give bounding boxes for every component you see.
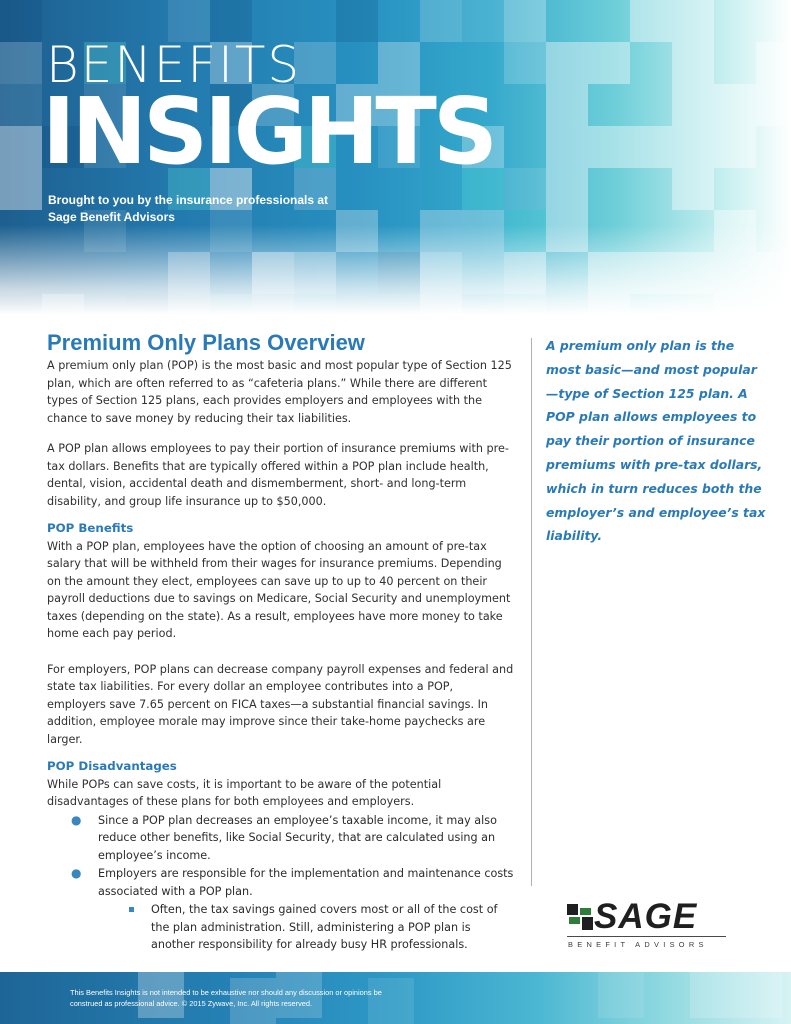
mosaic-tile: [714, 84, 756, 126]
mosaic-tile: [588, 42, 630, 84]
mosaic-tile: [672, 0, 714, 42]
footer-band: [0, 972, 791, 1024]
mosaic-tile: [672, 168, 714, 210]
mosaic-tile: [336, 0, 378, 42]
mosaic-tile: [420, 0, 462, 42]
pop-disadvantages-heading: POP Disadvantages: [47, 759, 177, 773]
mosaic-tile: [756, 42, 791, 84]
mosaic-tile: [546, 168, 588, 210]
bullet-dot-icon: ●: [71, 866, 82, 880]
mosaic-tile: [756, 84, 791, 126]
intro-paragraph-1: A premium only plan (POP) is the most basic and most popular type of Section 125 plan, which are often referred to as “cafeteria plans.” While there are different types of Section 125 plans, each provides employers and employees with the chance to save money by reducing their tax liabilities.: [47, 359, 512, 425]
mosaic-tile: [546, 126, 588, 168]
mosaic-tile: [672, 126, 714, 168]
sage-logo: [567, 897, 727, 952]
logo-subtitle: BENEFIT ADVISORS: [568, 940, 708, 949]
mosaic-tile: [0, 84, 42, 126]
column-divider: [531, 338, 532, 886]
footer-line-1: This Benefits Insights is not intended to be exhaustive nor should any discussion or opinions be: [70, 988, 382, 997]
mosaic-tile: [0, 0, 42, 42]
mosaic-tile: [546, 42, 588, 84]
benefits-paragraph-2: For employers, POP plans can decrease company payroll expenses and federal and state tax liabilities. For every dollar an employee contributes into a POP, employers save 7.65 percent on FICA taxes—a substantial financial savings. In addition, employee morale may improve since their take-home paychecks are larger.: [47, 662, 514, 746]
mosaic-tile: [672, 42, 714, 84]
logo-wordmark: SAGE: [594, 897, 698, 936]
intro-paragraph-2: A POP plan allows employees to pay their portion of insurance premiums with pre-tax dollars. Benefits that are typically offered within a POP plan include health, dental, vision, accidental death and dismemberment, short- and long-term disability, and group life insurance up to $50,000.: [47, 442, 509, 508]
mosaic-tile: [546, 84, 588, 126]
mosaic-tile: [504, 168, 546, 210]
mosaic-tile: [504, 42, 546, 84]
title-benefits: BENEFITS: [46, 36, 302, 94]
sub-list-item: Often, the tax savings gained covers most or all of the cost of the plan administration. Still, administering a POP plan is another responsibility for already busy HR professionals.: [129, 901, 515, 954]
disadvantages-list: [67, 812, 515, 954]
mosaic-tile: [630, 0, 672, 42]
mosaic-tile: [462, 0, 504, 42]
pop-benefits-heading: POP Benefits: [47, 521, 134, 535]
header-fade: [0, 225, 791, 315]
footer-line-2: construed as professional advice. © 2015 Zywave, Inc. All rights reserved.: [70, 998, 313, 1008]
main-column: [47, 330, 515, 954]
bullet-dot-icon: ●: [71, 812, 82, 827]
title-insights: INSIGHTS: [42, 78, 495, 185]
footer-disclaimer: [70, 988, 382, 1009]
brought-line-1: Brought to you by the insurance professionals at: [48, 193, 329, 207]
brought-to-you-text: [48, 192, 328, 226]
disadvantages-intro: While POPs can save costs, it is important to be aware of the potential disadvantages of these plans for both employees and employers.: [47, 777, 442, 808]
square-bullet-icon: [129, 907, 134, 912]
mosaic-tile: [630, 126, 672, 168]
mosaic-tile: [0, 42, 42, 84]
footer-mosaic-tile: [736, 972, 782, 1018]
benefits-paragraph-1: With a POP plan, employees have the option of choosing an amount of pre-tax salary that will be withheld from their wages for insurance premiums. Depending on the amount they elect, employees can save up to up to 40 percent on their payroll deductions due to savings on Medicare, Social Security and unemployment taxes (depending on the state). As a result, employees have more money to take home each pay period.: [47, 539, 511, 640]
mosaic-tile: [0, 168, 42, 210]
mosaic-tile: [714, 126, 756, 168]
sub-list: [129, 901, 515, 954]
list-item: ● Employers are responsible for the implementation and maintenance costs associated with a POP plan. Often, the tax savings gained covers most or all of the cost of the plan administration. Still, administering a POP plan is another responsibility for already busy HR professionals.: [67, 865, 515, 954]
brought-line-2: Sage Benefit Advisors: [48, 210, 175, 224]
footer-mosaic-tile: [690, 972, 736, 1018]
list-item: ● Since a POP plan decreases an employee’s taxable income, it may also reduce other benefits, like Social Security, that are calculated using an employee’s income.: [71, 812, 497, 862]
pull-quote: A premium only plan is the most basic—and most popular—type of Section 125 plan. A POP plan allows employees to pay their portion of insurance premiums with pre-tax dollars, which in turn reduces both the employer’s and employee’s tax liability.: [546, 338, 766, 544]
page-title: Premium Only Plans Overview: [47, 330, 365, 355]
mosaic-tile: [504, 0, 546, 42]
header-banner: [0, 0, 791, 315]
footer-mosaic-tile: [598, 972, 644, 1018]
mosaic-tile: [0, 126, 42, 168]
logo-rule: [567, 936, 726, 937]
mosaic-tile: [588, 126, 630, 168]
sage-logo-mark-icon: [567, 904, 593, 930]
mosaic-tile: [672, 84, 714, 126]
